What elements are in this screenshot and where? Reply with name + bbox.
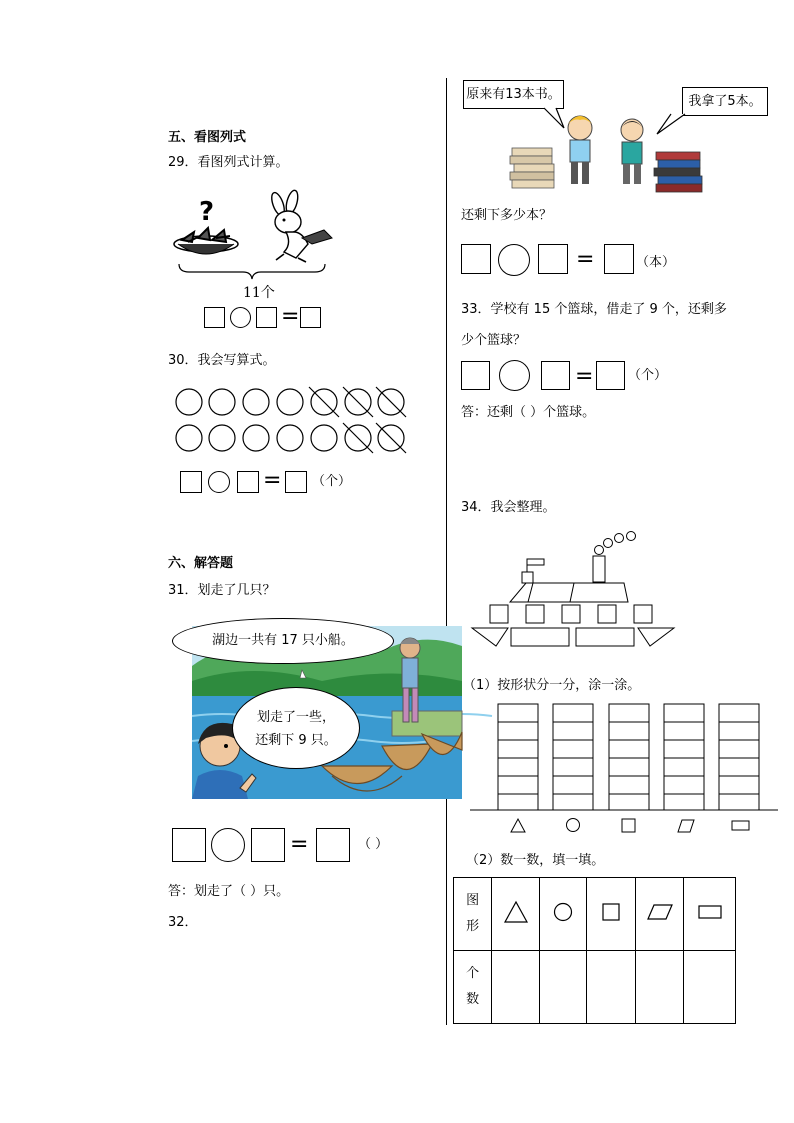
- answer-box[interactable]: [204, 307, 225, 328]
- shape-count-table: [453, 877, 736, 1024]
- q33-text-line1: 33．学校有 15 个篮球，借走了 9 个，还剩多: [461, 302, 727, 317]
- q34-part1: （1）按形状分一分，涂一涂。: [463, 678, 641, 693]
- bubble-text: 还剩下 9 只。: [255, 733, 337, 748]
- section6-title: 六、解答题: [168, 556, 234, 571]
- table-header-shape: 图 形: [454, 878, 492, 951]
- q31-answer: 答：划走了（ ）只。: [168, 884, 290, 899]
- unit-label: （ ）: [358, 837, 389, 852]
- speech-bubble: [172, 618, 394, 664]
- carrot-basket-icon: [172, 222, 240, 262]
- count-input-cell[interactable]: [684, 951, 736, 1024]
- bubble-text: 我拿了5本。: [688, 94, 762, 109]
- speech-box: [463, 80, 564, 109]
- shape-sort-grid: [470, 704, 780, 839]
- rectangle-icon: [698, 905, 722, 919]
- operator-circle[interactable]: [499, 360, 530, 391]
- unit-label: （个）: [628, 368, 668, 383]
- operator-circle[interactable]: [230, 307, 251, 328]
- answer-box[interactable]: [596, 361, 625, 390]
- bubble-text: 划走了一些，: [256, 710, 335, 725]
- bubble-text: 湖边一共有 17 只小船。: [212, 633, 354, 648]
- triangle-icon: [504, 901, 528, 923]
- unit-label: （本）: [636, 255, 676, 270]
- parallelogram-icon: [647, 904, 673, 920]
- table-cell: [539, 878, 586, 951]
- unit-label: （个）: [312, 474, 352, 489]
- answer-box[interactable]: [237, 471, 259, 493]
- count-input-cell[interactable]: [492, 951, 539, 1024]
- equals-sign: =: [576, 247, 595, 272]
- operator-circle[interactable]: [208, 471, 230, 493]
- answer-box[interactable]: [461, 361, 490, 390]
- q34-part2: （2）数一数，填一填。: [466, 853, 605, 868]
- total-brace: [177, 262, 327, 280]
- answer-box[interactable]: [256, 307, 277, 328]
- section5-title: 五、看图列式: [168, 130, 247, 145]
- table-cell: [636, 878, 684, 951]
- operator-circle[interactable]: [211, 828, 245, 862]
- shape-ship-drawing: [470, 528, 676, 650]
- answer-box[interactable]: [180, 471, 202, 493]
- q33-answer: 答：还剩（ ）个篮球。: [461, 405, 596, 420]
- q29-text: 29．看图列式计算。: [168, 155, 289, 170]
- table-cell: [684, 878, 736, 951]
- answer-box[interactable]: [316, 828, 350, 862]
- answer-box[interactable]: [538, 244, 568, 274]
- speech-bubble: [232, 687, 360, 769]
- operator-circle[interactable]: [498, 244, 530, 276]
- children-books-image: [508, 112, 708, 194]
- equals-sign: =: [575, 364, 594, 389]
- answer-box[interactable]: [172, 828, 206, 862]
- circle-icon: [553, 902, 573, 922]
- bubble-text: 原来有13本书。: [466, 87, 561, 102]
- count-input-cell[interactable]: [586, 951, 636, 1024]
- table-header-count: 个 数: [454, 951, 492, 1024]
- question-mark: ?: [199, 197, 215, 227]
- rabbit-icon: [262, 192, 336, 264]
- equals-sign: =: [290, 832, 309, 857]
- column-divider: [446, 78, 447, 1025]
- table-cell: [492, 878, 539, 951]
- answer-box[interactable]: [541, 361, 570, 390]
- total-label: 11个: [243, 285, 275, 301]
- q32-question: 还剩下多少本？: [461, 208, 553, 223]
- table-cell: [586, 878, 636, 951]
- q34-text: 34．我会整理。: [461, 500, 556, 515]
- count-input-cell[interactable]: [636, 951, 684, 1024]
- q31-text: 31．划走了几只？: [168, 583, 276, 598]
- q30-text: 30．我会写算式。: [168, 353, 276, 368]
- circles-group: [172, 384, 412, 456]
- answer-box[interactable]: [461, 244, 491, 274]
- count-input-cell[interactable]: [539, 951, 586, 1024]
- q33-text-line2: 少个篮球？: [461, 333, 527, 348]
- answer-box[interactable]: [300, 307, 321, 328]
- q32-number: 32．: [168, 915, 198, 930]
- equals-sign: =: [281, 304, 300, 329]
- square-icon: [602, 903, 620, 921]
- answer-box[interactable]: [285, 471, 307, 493]
- equals-sign: =: [263, 468, 282, 493]
- answer-box[interactable]: [604, 244, 634, 274]
- answer-box[interactable]: [251, 828, 285, 862]
